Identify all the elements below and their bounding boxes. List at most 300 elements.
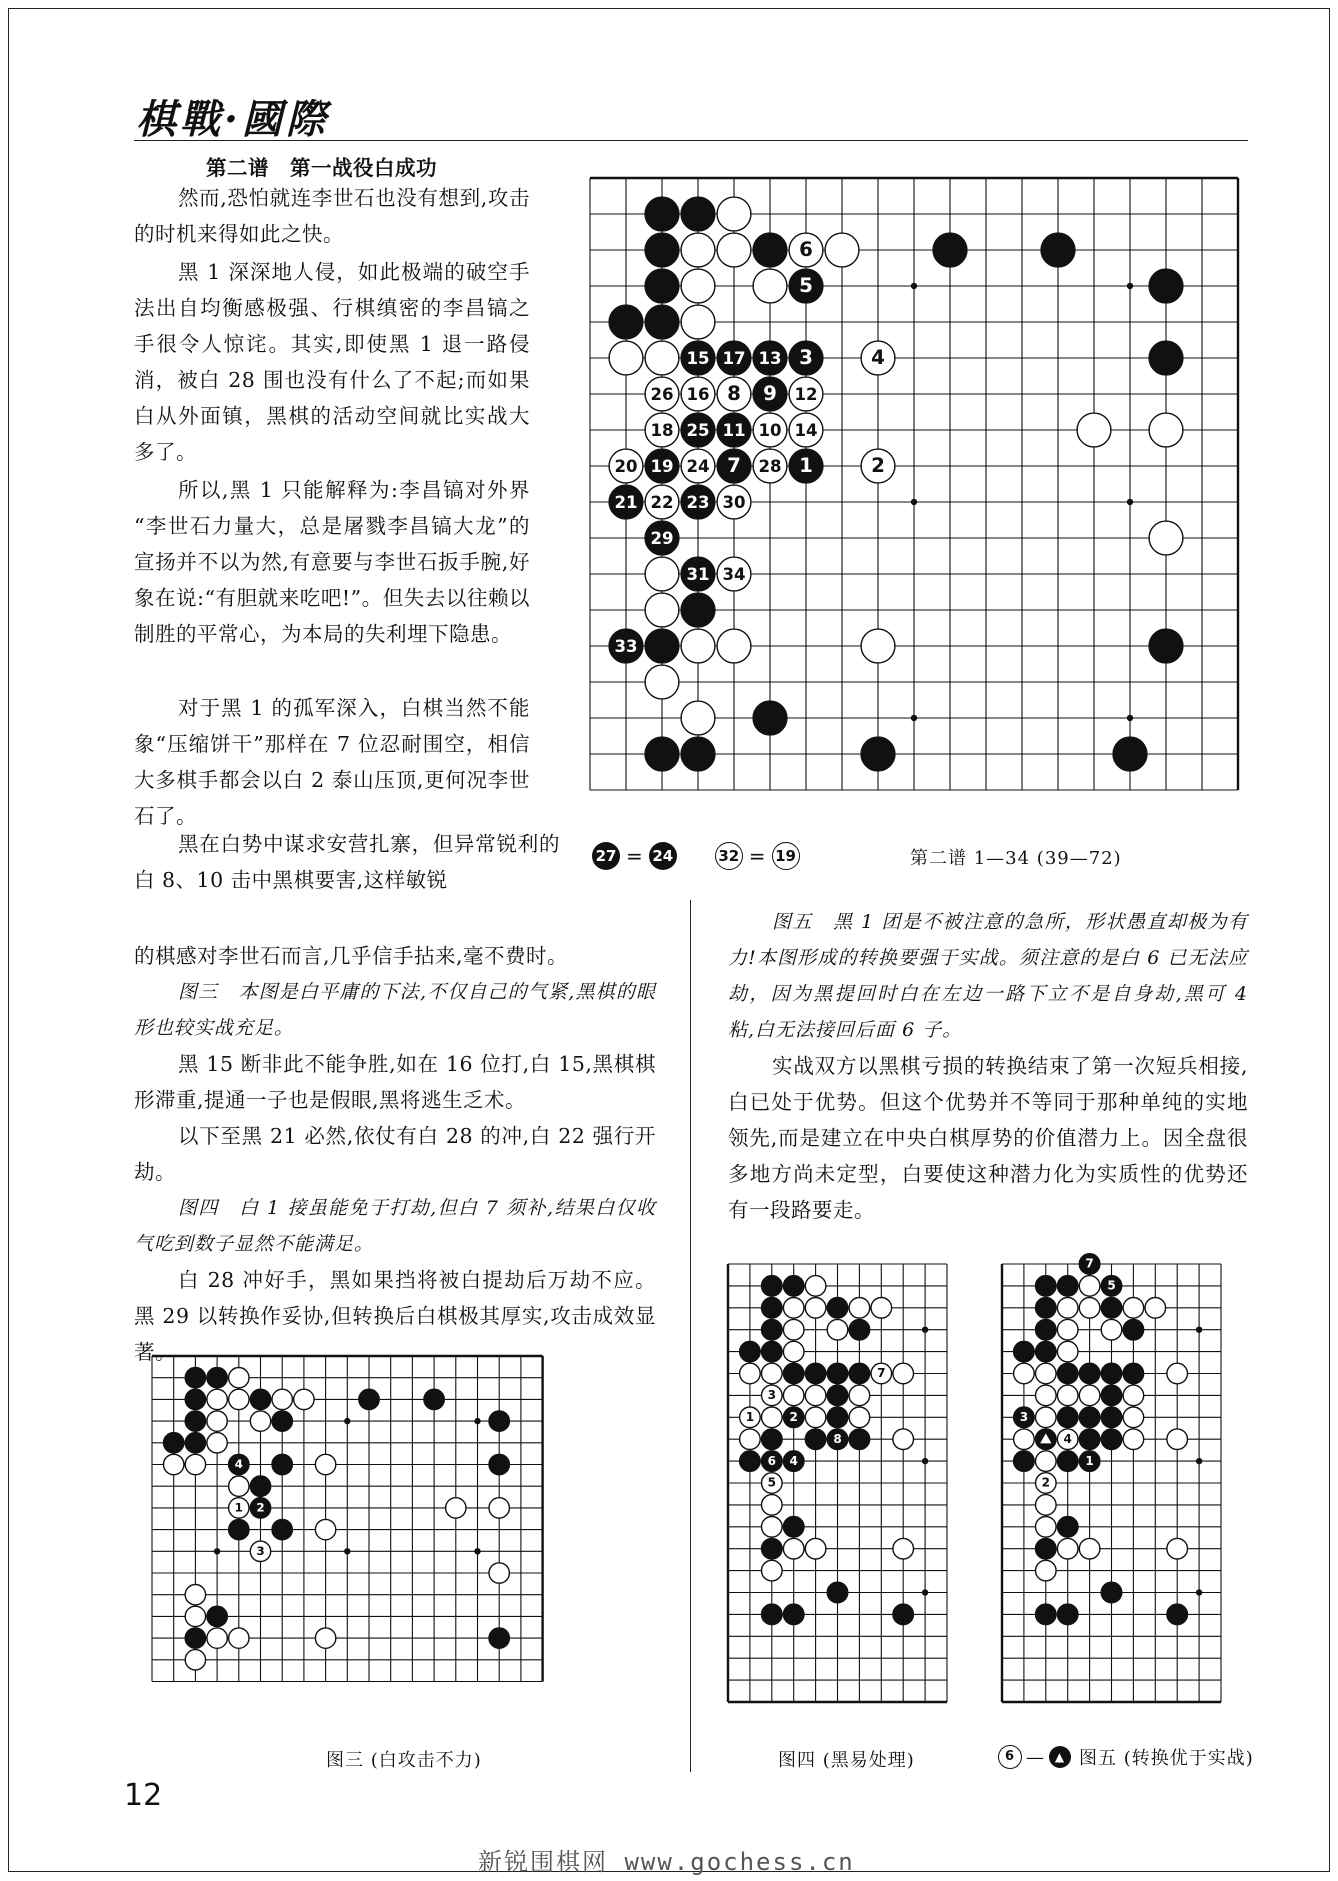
black-stone: [489, 1454, 509, 1474]
black-stone: [827, 1298, 848, 1319]
move-number: 4: [789, 1453, 798, 1468]
black-stone: [783, 1604, 804, 1625]
black-stone: [1101, 1385, 1122, 1406]
black-stone: [681, 737, 715, 771]
move-number: 19: [650, 457, 674, 477]
move-number: 8: [727, 382, 741, 406]
white-stone: [762, 1385, 783, 1406]
white-stone: [783, 1385, 804, 1406]
footer-watermark: 新锐围棋网 www.gochess.cn: [478, 1848, 855, 1876]
fig5-description: 图五 黑 1 团是不被注意的急所，形状愚直却极为有力!本图形成的转换要强于实战。须注意的是白 6 已无法应劫，因为黑提回时白在左边一路下立不是自身劫,黑可 4 粘,白无法接回后面 6 子。: [728, 911, 1248, 1041]
black-stone: [681, 341, 715, 375]
move-number: 4: [1063, 1431, 1072, 1446]
white-stone: [1057, 1385, 1078, 1406]
white-stone: [229, 1389, 249, 1409]
white-stone: [185, 1585, 205, 1605]
fig5-caption: 图五 (转换优于实战): [1079, 1748, 1254, 1769]
white-stone: [229, 1628, 249, 1648]
white-stone: [740, 1429, 761, 1450]
black-stone: [229, 1519, 249, 1539]
white-stone: [1036, 1560, 1057, 1581]
white-stone: [1123, 1385, 1144, 1406]
white-stone: [1079, 1298, 1100, 1319]
white-stone: [805, 1298, 826, 1319]
black-stone: [185, 1389, 205, 1409]
white-stone: [717, 629, 751, 663]
note-stone-6: 6: [998, 1745, 1022, 1769]
black-stone: [424, 1389, 444, 1409]
white-stone: [849, 1298, 870, 1319]
black-stone: [789, 341, 823, 375]
black-stone: [1149, 269, 1183, 303]
star-point: [344, 1418, 350, 1424]
move-number: 5: [1107, 1278, 1116, 1293]
black-stone: [1101, 1407, 1122, 1428]
white-stone: [783, 1319, 804, 1340]
star-point: [911, 499, 917, 505]
main-diagram-caption: 第二谱 1—34 (39—72): [910, 848, 1122, 869]
white-stone: [1057, 1538, 1078, 1559]
fig4-go-board: [724, 1260, 980, 1732]
white-stone: [827, 1319, 848, 1340]
white-stone: [1079, 1385, 1100, 1406]
white-stone: [681, 305, 715, 339]
move-number: 28: [758, 457, 782, 477]
black-stone: [645, 305, 679, 339]
white-stone: [753, 269, 787, 303]
black-stone: [229, 1454, 249, 1474]
move-number: 18: [650, 421, 674, 441]
white-stone: [1014, 1429, 1035, 1450]
star-point: [1127, 283, 1133, 289]
board-grid: [590, 178, 1238, 790]
white-stone: [762, 1517, 783, 1538]
white-stone: [1123, 1407, 1144, 1428]
black-stone: [1057, 1407, 1078, 1428]
white-stone: [681, 449, 715, 483]
white-stone: [681, 233, 715, 267]
white-stone: [717, 197, 751, 231]
white-stone: [1145, 1298, 1166, 1319]
white-stone: [1149, 521, 1183, 555]
black-stone: [645, 233, 679, 267]
black-stone: [1167, 1604, 1188, 1625]
black-stone: [1036, 1298, 1057, 1319]
white-stone: [861, 341, 895, 375]
black-stone: [783, 1517, 804, 1538]
black-stone: [645, 737, 679, 771]
move-number: 30: [722, 493, 746, 513]
white-stone: [849, 1385, 870, 1406]
black-stone: [827, 1429, 848, 1450]
white-stone: [753, 449, 787, 483]
move-number: 33: [614, 637, 638, 657]
black-stone: [1057, 1363, 1078, 1384]
black-stone: [1036, 1341, 1057, 1362]
white-stone: [681, 377, 715, 411]
star-point: [911, 283, 917, 289]
move-number: 15: [686, 349, 710, 369]
white-stone: [645, 557, 679, 591]
black-stone: [250, 1498, 270, 1518]
star-point: [922, 1327, 928, 1333]
move-number: 7: [727, 454, 741, 478]
black-stone: [762, 1341, 783, 1362]
white-stone: [645, 413, 679, 447]
paragraph-1: 然而,恐怕就连李世石也没有想到,攻击的时机来得如此之快。: [134, 186, 530, 246]
white-stone: [681, 629, 715, 663]
move-number: 7: [877, 1366, 886, 1381]
black-stone: [185, 1368, 205, 1388]
move-number: 29: [650, 529, 674, 549]
move-number: 2: [256, 1500, 265, 1515]
white-stone: [1036, 1517, 1057, 1538]
move-number: 6: [799, 238, 813, 262]
move-number: 26: [650, 385, 674, 405]
star-point: [474, 1548, 480, 1554]
black-stone: [789, 269, 823, 303]
white-stone: [762, 1407, 783, 1428]
white-stone: [250, 1541, 270, 1561]
white-stone: [717, 557, 751, 591]
black-stone: [272, 1411, 292, 1431]
white-stone: [207, 1411, 227, 1431]
move-number: 17: [722, 349, 746, 369]
white-stone: [1167, 1538, 1188, 1559]
main-go-board: [586, 174, 1238, 826]
move-number: 12: [794, 385, 818, 405]
star-point: [911, 715, 917, 721]
white-stone: [250, 1411, 270, 1431]
black-stone: [681, 413, 715, 447]
black-stone: [1041, 233, 1075, 267]
black-stone: [645, 269, 679, 303]
black-stone: [1079, 1254, 1100, 1275]
black-stone: [609, 305, 643, 339]
white-stone: [893, 1429, 914, 1450]
move-number: 6: [767, 1453, 776, 1468]
star-point: [474, 1418, 480, 1424]
fig5-go-board: [1000, 1256, 1250, 1732]
black-stone: [740, 1451, 761, 1472]
move-number: 5: [767, 1475, 776, 1490]
white-stone: [1167, 1363, 1188, 1384]
black-stone: [783, 1451, 804, 1472]
black-stone: [489, 1411, 509, 1431]
move-number: 2: [789, 1410, 798, 1425]
move-number: 13: [758, 349, 782, 369]
white-stone: [645, 593, 679, 627]
black-stone: [1079, 1363, 1100, 1384]
black-stone: [762, 1538, 783, 1559]
black-stone: [185, 1628, 205, 1648]
page-number: 12: [124, 1778, 163, 1813]
white-stone: [871, 1363, 892, 1384]
black-stone: [849, 1319, 870, 1340]
main-notes: [592, 842, 800, 870]
black-stone: [185, 1411, 205, 1431]
black-stone: [717, 413, 751, 447]
fig3-caption: 图三 (白攻击不力): [326, 1750, 482, 1771]
move-number: 34: [722, 565, 746, 585]
black-stone: [861, 737, 895, 771]
white-stone: [489, 1498, 509, 1518]
fig4-description: 图四 白 1 接虽能免于打劫,但白 7 须补,结果白仅收气吃到数子显然不能满足。: [134, 1197, 656, 1255]
black-stone: [1101, 1276, 1122, 1297]
black-stone: [1113, 737, 1147, 771]
black-stone: [717, 449, 751, 483]
black-stone: [827, 1385, 848, 1406]
star-point: [214, 1548, 220, 1554]
white-stone: [1014, 1363, 1035, 1384]
black-stone: [645, 449, 679, 483]
move-number: 1: [1085, 1453, 1094, 1468]
black-stone: [762, 1451, 783, 1472]
move-number: 20: [614, 457, 638, 477]
note-dash: —: [1026, 1746, 1045, 1768]
white-stone: [740, 1363, 761, 1384]
white-stone: [1036, 1451, 1057, 1472]
triangle-mark-icon: ▲: [1049, 1746, 1071, 1768]
black-stone: [185, 1433, 205, 1453]
star-point: [344, 1548, 350, 1554]
white-stone: [1057, 1341, 1078, 1362]
black-stone: [1079, 1429, 1100, 1450]
move-number: 5: [799, 274, 813, 298]
white-stone: [861, 449, 895, 483]
black-stone: [1123, 1363, 1144, 1384]
move-number: 3: [256, 1543, 265, 1558]
white-stone: [753, 413, 787, 447]
black-stone: [783, 1407, 804, 1428]
white-stone: [1077, 413, 1111, 447]
section-title: 第二谱 第一战役白成功: [206, 156, 437, 180]
black-stone: [1014, 1407, 1035, 1428]
white-stone: [1079, 1276, 1100, 1297]
black-stone: [207, 1606, 227, 1626]
black-stone: [827, 1582, 848, 1603]
black-stone: [933, 233, 967, 267]
black-stone: [717, 341, 751, 375]
white-stone: [1036, 1473, 1057, 1494]
white-stone: [315, 1519, 335, 1539]
fig3-go-board: [148, 1352, 618, 1742]
white-stone: [1057, 1298, 1078, 1319]
black-stone: [250, 1476, 270, 1496]
star-point: [1127, 715, 1133, 721]
white-stone: [893, 1363, 914, 1384]
star-point: [1196, 1589, 1202, 1595]
black-stone: [1101, 1429, 1122, 1450]
move-number: 2: [871, 454, 885, 478]
white-stone: [740, 1407, 761, 1428]
black-stone: [645, 629, 679, 663]
black-stone: [609, 629, 643, 663]
white-stone: [1057, 1429, 1078, 1450]
black-stone: [753, 701, 787, 735]
black-stone: [740, 1341, 761, 1362]
column-header-title: 棋戰·國際: [136, 96, 330, 143]
column-divider: [690, 900, 691, 1772]
paragraph-3: 所以,黑 1 只能解释为:李昌镐对外界 “李世石力量大，总是屠戮李昌镐大龙”的宣扬并不以为然,有意要与李世石扳手腕,好象在说:“有胆就来吃吧!”。但失去以往赖以制胜的平常心，为本局的失利埋下隐患。: [134, 478, 530, 646]
white-stone: [762, 1495, 783, 1516]
paragraph-4: 对于黑 1 的孤军深入，白棋当然不能象“压缩饼干”那样在 7 位忍耐围空，相信大多棋手都会以白 2 泰山压顶,更何况李世石了。: [134, 696, 530, 828]
white-stone: [762, 1363, 783, 1384]
black-stone: [762, 1604, 783, 1625]
move-number: 22: [650, 493, 674, 513]
black-stone: [849, 1363, 870, 1384]
black-stone: [1014, 1451, 1035, 1472]
black-stone: [1036, 1429, 1057, 1450]
black-stone: [250, 1389, 270, 1409]
white-stone: [609, 449, 643, 483]
white-stone: [1149, 413, 1183, 447]
white-stone: [1036, 1363, 1057, 1384]
white-stone: [681, 701, 715, 735]
paragraph-9: 实战双方以黑棋亏损的转换结束了第一次短兵相接,白已处于优势。但这个优势并不等同于那种单纯的实地领先,而是建立在中央白棋厚势的价值潜力上。因全盘很多地方尚未定型，白要使这种潜力化为实质性的优势还有一段路要走。: [728, 1054, 1248, 1222]
move-number: 31: [686, 565, 710, 585]
black-stone: [762, 1298, 783, 1319]
white-stone: [805, 1276, 826, 1297]
white-stone: [315, 1454, 335, 1474]
black-stone: [489, 1628, 509, 1648]
move-number: 11: [722, 421, 746, 441]
move-number: 10: [758, 421, 782, 441]
black-stone: [805, 1429, 826, 1450]
move-number: 16: [686, 385, 710, 405]
black-stone: [1057, 1276, 1078, 1297]
star-point: [1196, 1327, 1202, 1333]
paragraph-7: 以下至黑 21 必然,依仗有白 28 的冲,白 22 强行开劫。: [134, 1124, 656, 1184]
white-stone: [789, 413, 823, 447]
white-stone: [207, 1628, 227, 1648]
move-number: 1: [745, 1410, 755, 1425]
black-stone: [762, 1429, 783, 1450]
move-number: 3: [799, 346, 813, 370]
move-number: 24: [686, 457, 710, 477]
white-stone: [315, 1628, 335, 1648]
white-stone: [645, 341, 679, 375]
black-stone: [1079, 1451, 1100, 1472]
white-stone: [185, 1454, 205, 1474]
black-stone: [681, 557, 715, 591]
move-number: 9: [763, 382, 777, 406]
white-stone: [717, 485, 751, 519]
white-stone: [609, 341, 643, 375]
white-stone: [272, 1389, 292, 1409]
star-point: [1127, 499, 1133, 505]
black-stone: [1036, 1319, 1057, 1340]
white-stone: [1123, 1429, 1144, 1450]
move-number: 4: [871, 346, 885, 370]
move-number: 21: [614, 493, 638, 513]
fig4-caption: 图四 (黑易处理): [778, 1750, 915, 1771]
black-stone: [783, 1363, 804, 1384]
black-stone: [1057, 1517, 1078, 1538]
star-point: [1196, 1458, 1202, 1464]
note-stone-27: 27: [592, 842, 620, 870]
white-stone: [1036, 1385, 1057, 1406]
white-stone: [207, 1433, 227, 1453]
black-stone: [893, 1604, 914, 1625]
white-stone: [645, 665, 679, 699]
black-stone: [1036, 1276, 1057, 1297]
white-stone: [164, 1454, 184, 1474]
white-stone: [645, 485, 679, 519]
black-stone: [1123, 1319, 1144, 1340]
black-stone: [1101, 1582, 1122, 1603]
star-point: [922, 1458, 928, 1464]
white-stone: [1167, 1429, 1188, 1450]
white-stone: [717, 233, 751, 267]
paragraph-5b: 的棋感对李世石而言,几乎信手拈来,毫不费时。: [134, 944, 569, 968]
white-stone: [762, 1560, 783, 1581]
move-number: 8: [833, 1431, 842, 1446]
white-stone: [871, 1298, 892, 1319]
fig3-description: 图三 本图是白平庸的下法,不仅自己的气紧,黑棋的眼形也较实战充足。: [134, 981, 656, 1039]
move-number: 1: [799, 454, 813, 478]
white-stone: [825, 233, 859, 267]
black-stone: [827, 1363, 848, 1384]
black-stone: [762, 1319, 783, 1340]
move-number: 2: [1041, 1475, 1050, 1490]
white-stone: [645, 377, 679, 411]
black-stone: [1149, 629, 1183, 663]
white-stone: [229, 1368, 249, 1388]
black-stone: [272, 1454, 292, 1474]
white-stone: [783, 1341, 804, 1362]
note-stone-19: 24: [649, 842, 677, 870]
white-stone: [446, 1498, 466, 1518]
black-stone: [207, 1368, 227, 1388]
black-stone: [753, 377, 787, 411]
white-stone: [789, 233, 823, 267]
black-stone: [1149, 341, 1183, 375]
white-stone: [229, 1476, 249, 1496]
black-stone: [1036, 1604, 1057, 1625]
white-stone: [1101, 1319, 1122, 1340]
white-stone: [762, 1473, 783, 1494]
black-stone: [681, 593, 715, 627]
note-stone-24: 19: [772, 842, 800, 870]
white-stone: [1079, 1538, 1100, 1559]
move-number: 3: [767, 1388, 776, 1403]
move-number: 4: [234, 1457, 243, 1472]
black-stone: [789, 449, 823, 483]
black-stone: [753, 233, 787, 267]
black-stone: [1057, 1451, 1078, 1472]
black-stone: [681, 485, 715, 519]
black-stone: [645, 521, 679, 555]
header-rule: [134, 140, 1248, 141]
black-stone: [849, 1429, 870, 1450]
black-stone: [1036, 1538, 1057, 1559]
equals-sign: =: [626, 844, 643, 868]
white-stone: [893, 1538, 914, 1559]
black-stone: [359, 1389, 379, 1409]
black-stone: [1079, 1407, 1100, 1428]
black-stone: [753, 341, 787, 375]
black-stone: [1101, 1298, 1122, 1319]
white-stone: [783, 1538, 804, 1559]
move-number: 1: [234, 1500, 243, 1515]
move-number: 7: [1085, 1256, 1094, 1271]
move-number: 14: [794, 421, 818, 441]
black-stone: [805, 1363, 826, 1384]
paragraph-6: 黑 15 断非此不能争胜,如在 16 位打,白 15,黑棋棋形滞重,提通一子也是假眼,黑将逃生乏术。: [134, 1052, 656, 1112]
white-stone: [294, 1389, 314, 1409]
white-stone: [805, 1538, 826, 1559]
